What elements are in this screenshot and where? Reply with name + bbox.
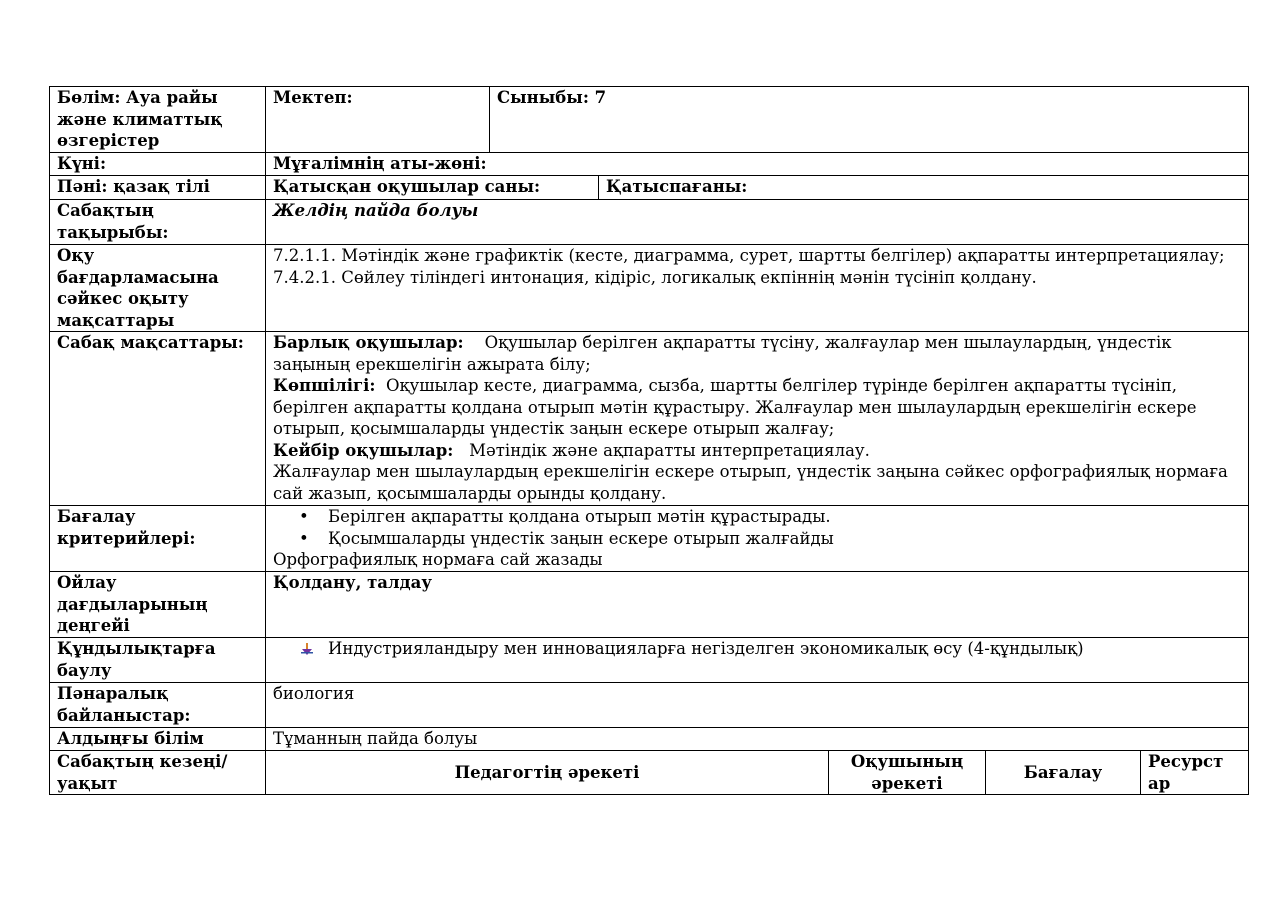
row-topic — [49, 199, 1249, 244]
some-students-text-2: Жалғаулар мен шылаулардың ерекшелігін ескере отырып, үндестік заңына сәйкес орфографиялық нормаға сай жазып, қосымшаларды орынды қолдану. — [273, 462, 1228, 503]
row-lesson-goals — [49, 331, 1249, 505]
row-learning-goals — [49, 244, 1249, 331]
criteria-bullet-1: • Берілген ақпаратты қолдана отырып мәтін құрастырады. — [273, 506, 1241, 528]
absent-label: Қатыспағаны: — [599, 176, 1249, 199]
lesson-goals-value — [266, 332, 1249, 505]
some-students-label: Кейбір оқушылар: — [273, 440, 454, 460]
goal-line-2: 7.4.2.1. Сөйлеу тіліндегі интонация, кідіріс, логикалық екпіннің мәнін түсініп қолдану. — [273, 267, 1037, 287]
stage-time-header: Сабақтың кезеңі/ уақыт — [50, 751, 266, 794]
values-value — [266, 638, 1249, 682]
row-date — [49, 152, 1249, 175]
prior-knowledge-value: Тұманның пайда болуы — [266, 728, 1249, 750]
criteria-value — [266, 506, 1249, 571]
learning-goals-label: Оқу бағдарламасына сәйкес оқыту мақсаттары — [50, 245, 266, 331]
topic-label: Сабақтың тақырыбы: — [50, 200, 266, 244]
teacher-action-header: Педагогтің әрекеті — [266, 751, 829, 794]
row-stage-header — [49, 750, 1249, 795]
interdisciplinary-value: биология — [266, 683, 1249, 727]
learning-goals-value — [266, 245, 1249, 331]
criteria-bullet-2: • Қосымшаларды үндестік заңын ескере отырып жалғайды — [273, 528, 1241, 550]
criteria-line-3: Орфографиялық нормаға сай жазады — [273, 550, 603, 569]
assessment-header: Бағалау — [986, 751, 1141, 794]
some-students-text: Мәтіндік және ақпаратты интерпретациялау. — [469, 440, 870, 460]
row-criteria — [49, 505, 1249, 571]
row-header — [49, 86, 1249, 152]
criteria-label: Бағалау критерийлері: — [50, 506, 266, 571]
school-cell: Мектеп: — [266, 87, 490, 152]
row-interdisciplinary — [49, 682, 1249, 727]
date-label: Күні: — [50, 153, 266, 175]
grade-cell: Сыныбы: 7 — [490, 87, 1249, 152]
arrow-bullet-icon — [301, 643, 313, 655]
section-cell: Бөлім: Ауа райы және климаттық өзгерістер — [50, 87, 266, 152]
all-students-text: Оқушылар берілген ақпаратты түсіну, жалғаулар мен шылаулардың, үндестік заңының ерекшелігін ажырата білу; — [273, 333, 1172, 374]
topic-value: Желдің пайда болуы — [266, 200, 1249, 244]
student-action-header: Оқушының әрекеті — [829, 751, 986, 794]
values-item-text: Индустрияландыру мен инновацияларға негізделген экономикалық өсу (4-құндылық) — [328, 639, 1084, 658]
subject-label: Пәні: қазақ тілі — [50, 176, 266, 199]
teacher-name-label: Мұғалімнің аты-жөні: — [266, 153, 1249, 175]
thinking-label: Ойлау дағдыларының деңгейі — [50, 572, 266, 637]
most-students-text: Оқушылар кесте, диаграмма, сызба, шартты белгілер түрінде берілген ақпаратты түсініп, берілген ақпаратты қолдана отырып мәтін құрастыру. Жалғаулар мен шылаулардың ерекшелігін ескере отырып, қосымшаларды үндестік заңын ескере отырып жалғау; — [273, 376, 1197, 438]
resources-header: Ресурст ар — [1141, 751, 1249, 794]
lesson-plan-table — [49, 86, 1249, 795]
row-thinking — [49, 571, 1249, 637]
row-subject — [49, 175, 1249, 199]
row-values — [49, 637, 1249, 682]
present-label: Қатысқан оқушылар саны: — [266, 176, 599, 199]
values-item — [273, 638, 1241, 660]
row-prior-knowledge — [49, 727, 1249, 750]
prior-knowledge-label: Алдыңғы білім — [50, 728, 266, 750]
lesson-goals-label: Сабақ мақсаттары: — [50, 332, 266, 505]
thinking-value: Қолдану, талдау — [266, 572, 1249, 637]
values-label: Құндылықтарға баулу — [50, 638, 266, 682]
goal-line-1: 7.2.1.1. Мәтіндік және графиктік (кесте, диаграмма, сурет, шартты белгілер) ақпаратты интерпретациялау; — [273, 246, 1225, 265]
interdisciplinary-label: Пәнаралық байланыстар: — [50, 683, 266, 727]
all-students-label: Барлық оқушылар: — [273, 333, 464, 352]
most-students-label: Көпшілігі: — [273, 376, 376, 395]
